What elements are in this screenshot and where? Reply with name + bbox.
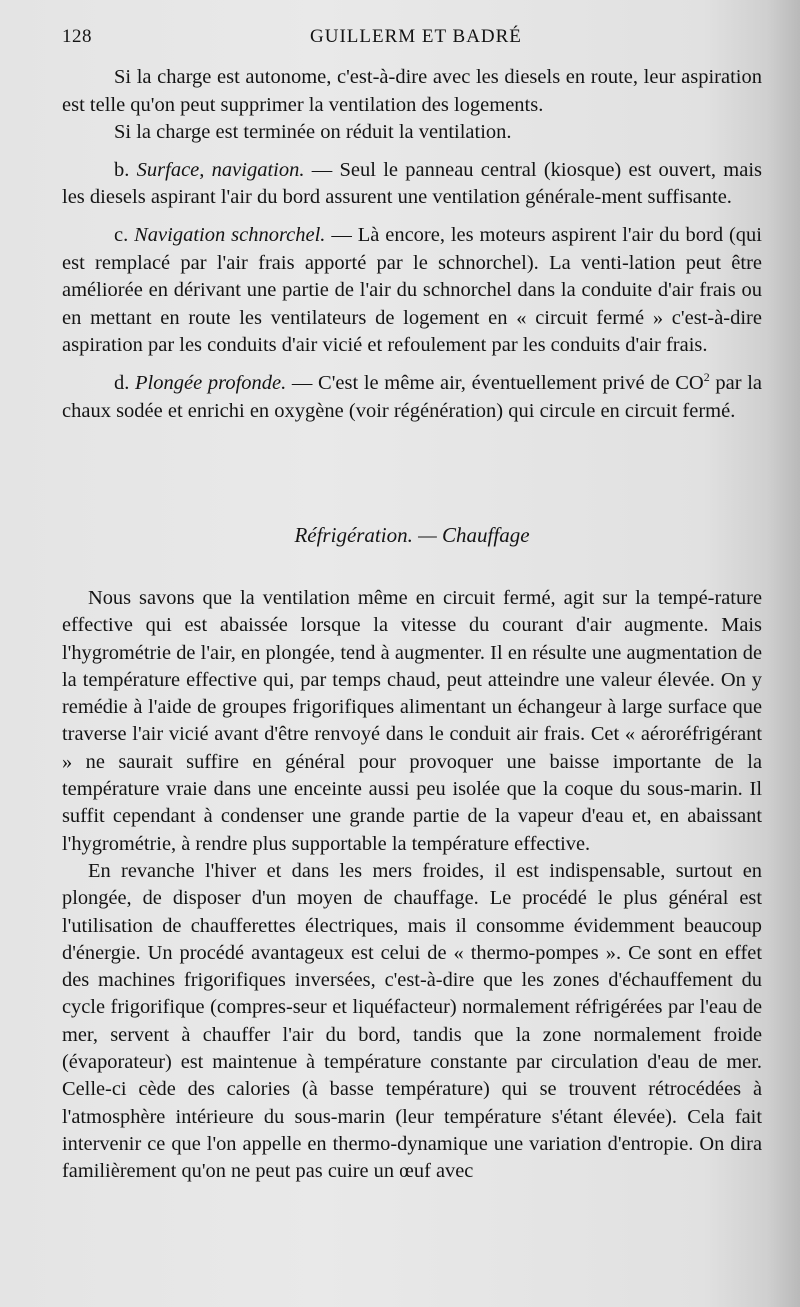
running-head: GUILLERM ET BADRÉ	[310, 26, 522, 47]
item-c-text: — Là encore, les moteurs aspirent l'air du bord (qui est remplacé par l'air frais apporté par le schnorchel). La venti-lation peut être améliorée en dérivant une partie de l'air du schnorchel dans la conduite d'air frais ou en mettant en route les ventilateurs de logement en « circuit fermé » c'est-à-dire aspiration par les conduits d'air vicié et refoulement par les conduits d'air frais.	[62, 223, 762, 357]
item-d-text-1: — C'est le même air, éventuellement privé de CO	[286, 371, 704, 394]
paragraph-charge-finished: Si la charge est terminée on réduit la ventilation.	[114, 121, 512, 144]
item-b-surface-navigation	[62, 157, 762, 212]
item-d-label: d.	[114, 371, 130, 394]
item-b-title: Surface, navigation.	[136, 158, 305, 181]
item-d-title: Plongée profonde.	[135, 371, 287, 394]
lower-text-block	[62, 585, 762, 1186]
upper-text-block	[62, 64, 762, 425]
page-header	[62, 26, 762, 56]
paragraph-autonomous-charge: Si la charge est autonome, c'est-à-dire avec les diesels en route, leur aspiration est telle qu'on peut supprimer la ventilation des logements.	[62, 66, 762, 116]
item-d-subscript-2: 2	[703, 369, 710, 384]
paragraph-heating: En revanche l'hiver et dans les mers froides, il est indispensable, surtout en plongée, de disposer d'un moyen de chauffage. Le procédé le plus général est l'utilisation de chaufferettes électriques, mais il consomme évidemment beaucoup d'énergie. Un procédé avantageux est celui de « thermo-pompes ». Ce sont en effet des machines frigorifiques inversées, c'est-à-dire que les zones d'échauffement du cycle frigorifique (compres-seur et liquéfacteur) normalement réfrigérées par l'eau de mer, servent à chauffer l'air du bord, tandis que la zone normalement froide (évaporateur) est maintenue à température constante par circulation d'eau de mer. Celle-ci cède des calories (à basse température) qui se trouvent rétrocédées à l'atmosphère intérieure du sous-marin (leur température s'étant élevée). Cela fait intervenir ce que l'on appelle en thermo-dynamique une variation d'entropie. On dira familièrement qu'on ne peut pas cuire un œuf avec	[62, 859, 762, 1183]
page-number: 128	[62, 26, 92, 47]
item-c-title: Navigation schnorchel.	[134, 223, 326, 246]
section-heading: Réfrigération. — Chauffage	[294, 523, 530, 547]
item-b-text: — Seul le panneau central (kiosque) est ouvert, mais les diesels aspirant l'air du bord assurent une ventilation générale-ment suffisante.	[62, 158, 763, 209]
item-c-schnorchel	[62, 222, 762, 360]
paragraph-ventilation-temperature: Nous savons que la ventilation même en circuit fermé, agit sur la tempé-rature effective qui est abaissée lorsque la vitesse du courant d'air augmente. Mais l'hygrométrie de l'air, en plongée, tend à augmenter. Il en résulte une augmentation de la température effective qui, par temps chaud, peut atteindre une valeur élevée. On y remédie à l'aide de groupes frigorifiques alimentant un échangeur à large surface que traverse l'air vicié avant d'être renvoyé dans le conduit air frais. Cet « aéroréfrigérant » ne saurait suffire en général pour provoquer une baisse importante de la température vraie dans une enceinte aussi peu isolée que la coque du sous-marin. Il suffit cependant à condenser une grande partie de la vapeur d'eau et, en abaissant l'hygrométrie, à rendre plus supportable la température effective.	[62, 587, 762, 855]
item-b-label: b.	[114, 158, 130, 181]
item-d-deep-dive	[62, 370, 762, 425]
item-c-label: c.	[114, 223, 129, 246]
item-d-text-2: par la chaux sodée et enrichi en oxygène (voir régénération) qui circule en circuit fermé.	[62, 371, 762, 422]
